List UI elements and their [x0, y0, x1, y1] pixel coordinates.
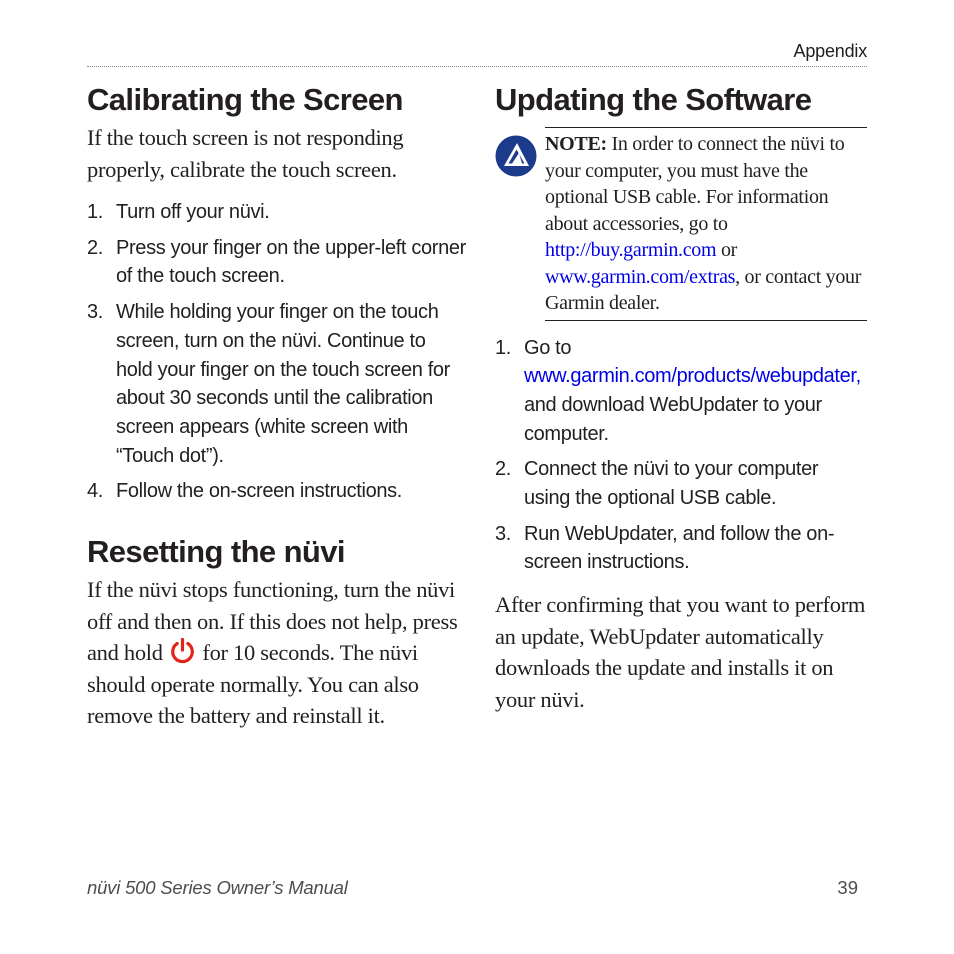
step-text: Connect the nüvi to your computer using the optional USB cable. [524, 458, 819, 510]
resetting-text-before: If the nüvi stops functioning, turn the nüvi off and then on. If this does not help, press and hold [87, 577, 458, 666]
calibrating-heading: Calibrating the Screen [87, 82, 403, 117]
calibrating-intro: If the touch screen is not responding properly, calibrate the touch screen. [87, 125, 404, 182]
webupdater-link[interactable]: www.garmin.com/products/webupdater, [524, 365, 861, 388]
step-text: Turn off your nüvi. [116, 201, 270, 223]
step-number: 3. [87, 301, 103, 324]
note-label: NOTE: [545, 133, 607, 155]
resetting-section [87, 532, 467, 732]
note-text: or [720, 239, 738, 261]
power-icon [169, 637, 196, 665]
right-column [495, 80, 867, 715]
step-number: 2. [87, 236, 103, 259]
step-number: 3. [495, 522, 511, 545]
step-text: Follow the on-screen instructions. [116, 480, 403, 503]
step-text: Run WebUpdater, and follow the on-screen instructions. [524, 522, 835, 574]
resetting-text-after: for 10 seconds. The nüvi should operate normally. You can also remove the battery and reinstall it. [87, 640, 419, 729]
updating-step [495, 520, 867, 577]
running-header: Appendix [793, 41, 867, 61]
calibrating-step [87, 234, 467, 291]
left-column [87, 80, 467, 732]
step-text: Press your finger on the upper-left corner of the touch screen. [116, 236, 466, 288]
step-text: and download WebUpdater to your computer. [524, 393, 822, 445]
updating-step [495, 334, 867, 449]
calibrating-section [87, 80, 467, 506]
calibrating-step [87, 198, 467, 227]
note-box [545, 127, 867, 321]
buy-garmin-link[interactable]: http://buy.garmin.com [545, 239, 717, 261]
page-number: 39 [837, 877, 858, 898]
step-number: 1. [495, 336, 511, 359]
updating-steps [495, 334, 867, 578]
calibrating-steps [87, 198, 467, 506]
note-text: In order to connect the nüvi to your computer, you must have the optional USB cable. For information about accessories, go to [545, 133, 845, 235]
footer-title: nüvi 500 Series Owner’s Manual [87, 877, 348, 898]
step-number: 2. [495, 458, 511, 481]
garmin-extras-link[interactable]: www.garmin.com/extras [545, 265, 736, 288]
step-number: 4. [87, 480, 103, 503]
garmin-note-icon [495, 135, 537, 177]
step-text: Go to [524, 336, 572, 359]
resetting-paragraph [87, 574, 467, 732]
calibrating-step [87, 477, 467, 506]
resetting-heading: Resetting the nüvi [87, 534, 345, 570]
header-divider [87, 66, 867, 67]
calibrating-step [87, 298, 467, 470]
note-text: , or contact your Garmin dealer. [545, 265, 862, 314]
step-number: 1. [87, 201, 103, 223]
updating-closing: After confirming that you want to perform an update, WebUpdater automatically downloads the update and installs it on your nüvi. [495, 592, 866, 712]
updating-section [495, 80, 867, 715]
updating-step [495, 455, 867, 512]
updating-heading: Updating the Software [495, 82, 812, 117]
step-text: While holding your finger on the touch screen, turn on the nüvi. Continue to hold your finger on the touch screen for about 30 seconds until the calibration screen appears (white screen with “Touch dot”). [116, 301, 450, 467]
